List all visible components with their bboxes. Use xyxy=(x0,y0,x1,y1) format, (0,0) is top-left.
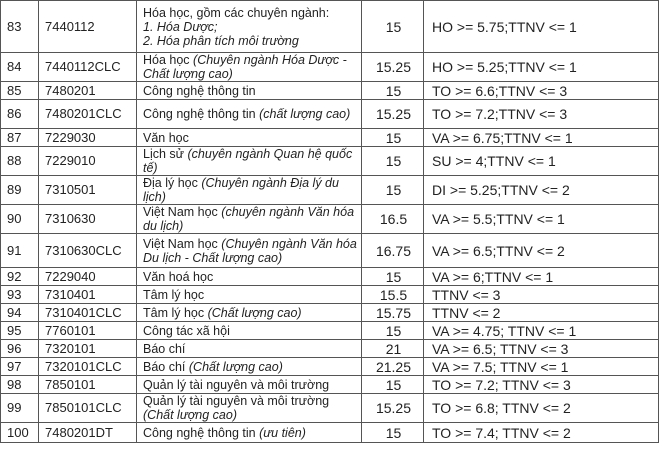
major-name-note: (Chất lượng cao) xyxy=(188,359,283,374)
table-row xyxy=(1,322,659,340)
major-name-plain: Báo chí xyxy=(143,359,189,374)
major-name-plain: Công nghệ thông tin xyxy=(143,83,256,98)
major-name-plain: Quản lý tài nguyên và môi trường xyxy=(143,394,330,408)
row-stt: 95 xyxy=(1,322,39,340)
row-code: 7320101 xyxy=(39,340,137,358)
table-row xyxy=(1,304,659,322)
row-score: 15 xyxy=(362,322,424,340)
row-major-name xyxy=(137,100,362,129)
major-name-note: (Chất lượng cao) xyxy=(207,305,302,320)
row-score: 15.25 xyxy=(362,100,424,129)
major-name-note: (Chất lượng cao) xyxy=(143,408,237,422)
row-stt: 97 xyxy=(1,358,39,376)
row-code: 7850101 xyxy=(39,376,137,394)
table-row xyxy=(1,423,659,443)
row-score: 15 xyxy=(362,176,424,205)
row-condition: VA >= 5.5;TTNV <= 1 xyxy=(424,205,659,234)
row-stt: 94 xyxy=(1,304,39,322)
major-name-plain: Việt Nam học xyxy=(143,205,222,219)
row-condition: VA >= 6.75;TTNV <= 1 xyxy=(424,129,659,147)
table-row xyxy=(1,394,659,423)
row-condition: VA >= 6;TTNV <= 1 xyxy=(424,268,659,286)
major-sub-item: 2. Hóa phân tích môi trường xyxy=(143,33,299,48)
major-name-note: (chuyên ngành Quan hệ quốc tế) xyxy=(143,147,353,175)
row-major-name xyxy=(137,322,362,340)
row-code: 7440112CLC xyxy=(39,53,137,82)
major-name-note: (Chuyên ngành Hóa Dược - Chất lượng cao) xyxy=(143,53,347,81)
row-condition: TO >= 7.2;TTNV <= 3 xyxy=(424,100,659,129)
row-stt: 83 xyxy=(1,1,39,53)
row-major-name xyxy=(137,205,362,234)
major-name-note: (Chuyên ngành Địa lý du lịch) xyxy=(143,176,339,204)
row-code: 7229030 xyxy=(39,129,137,147)
major-name-plain: Lịch sử xyxy=(143,147,188,161)
row-condition: DI >= 5.25;TTNV <= 2 xyxy=(424,176,659,205)
row-stt: 85 xyxy=(1,82,39,100)
row-stt: 90 xyxy=(1,205,39,234)
table-row xyxy=(1,100,659,129)
table-row xyxy=(1,376,659,394)
major-name-plain: Tâm lý học xyxy=(143,305,208,320)
table-row xyxy=(1,340,659,358)
row-stt: 93 xyxy=(1,286,39,304)
row-score: 15 xyxy=(362,423,424,443)
row-stt: 89 xyxy=(1,176,39,205)
row-major-name xyxy=(137,358,362,376)
table-row xyxy=(1,234,659,268)
table-row xyxy=(1,53,659,82)
row-score: 15 xyxy=(362,82,424,100)
row-major-name xyxy=(137,1,362,53)
row-condition: TTNV <= 3 xyxy=(424,286,659,304)
table-row xyxy=(1,268,659,286)
row-code: 7229010 xyxy=(39,147,137,176)
major-name-plain: Việt Nam học xyxy=(143,236,222,251)
row-condition: HO >= 5.25;TTNV <= 1 xyxy=(424,53,659,82)
row-code: 7850101CLC xyxy=(39,394,137,423)
major-name-plain: Văn học xyxy=(143,130,189,145)
row-code: 7320101CLC xyxy=(39,358,137,376)
row-stt: 98 xyxy=(1,376,39,394)
row-condition: TO >= 7.2; TTNV <= 3 xyxy=(424,376,659,394)
row-major-name xyxy=(137,147,362,176)
major-name-plain: Văn hoá học xyxy=(143,269,214,284)
row-major-name xyxy=(137,234,362,268)
row-major-name xyxy=(137,423,362,443)
table-body xyxy=(1,1,659,443)
row-major-name xyxy=(137,304,362,322)
row-stt: 99 xyxy=(1,394,39,423)
table-row xyxy=(1,286,659,304)
row-stt: 87 xyxy=(1,129,39,147)
major-name-plain: Công tác xã hội xyxy=(143,323,230,338)
row-score: 15.25 xyxy=(362,53,424,82)
row-score: 15 xyxy=(362,268,424,286)
row-stt: 92 xyxy=(1,268,39,286)
row-major-name xyxy=(137,176,362,205)
row-condition: HO >= 5.75;TTNV <= 1 xyxy=(424,1,659,53)
row-major-name xyxy=(137,286,362,304)
row-condition: VA >= 6.5;TTNV <= 2 xyxy=(424,234,659,268)
table-row xyxy=(1,82,659,100)
row-code: 7229040 xyxy=(39,268,137,286)
row-condition: TO >= 6.6;TTNV <= 3 xyxy=(424,82,659,100)
table-row xyxy=(1,205,659,234)
row-code: 7310401CLC xyxy=(39,304,137,322)
row-stt: 84 xyxy=(1,53,39,82)
major-name-plain: Công nghệ thông tin xyxy=(143,107,260,121)
row-major-name xyxy=(137,340,362,358)
row-code: 7760101 xyxy=(39,322,137,340)
row-stt: 96 xyxy=(1,340,39,358)
row-major-name xyxy=(137,53,362,82)
row-condition: TO >= 6.8; TTNV <= 2 xyxy=(424,394,659,423)
row-score: 15.25 xyxy=(362,394,424,423)
row-code: 7310501 xyxy=(39,176,137,205)
row-condition: VA >= 7.5; TTNV <= 1 xyxy=(424,358,659,376)
row-stt: 86 xyxy=(1,100,39,129)
major-name-note: (chất lượng cao) xyxy=(259,107,351,121)
major-name-plain: Báo chí xyxy=(143,341,186,356)
row-score: 15 xyxy=(362,1,424,53)
row-condition: SU >= 4;TTNV <= 1 xyxy=(424,147,659,176)
row-score: 15.75 xyxy=(362,304,424,322)
major-name-note: (ưu tiên) xyxy=(259,425,306,440)
row-stt: 91 xyxy=(1,234,39,268)
row-stt: 100 xyxy=(1,423,39,443)
table-row xyxy=(1,176,659,205)
row-major-name xyxy=(137,129,362,147)
major-name-plain: Tâm lý học xyxy=(143,287,205,302)
row-score: 15 xyxy=(362,129,424,147)
row-major-name xyxy=(137,394,362,423)
row-score: 15.5 xyxy=(362,286,424,304)
row-score: 21.25 xyxy=(362,358,424,376)
major-name-note: (Chuyên ngành Văn hóa Du lịch - Chất lượng cao) xyxy=(143,236,357,265)
row-stt: 88 xyxy=(1,147,39,176)
row-major-name xyxy=(137,376,362,394)
row-score: 15 xyxy=(362,376,424,394)
major-name-plain: Công nghệ thông tin xyxy=(143,425,260,440)
major-sub-item: 1. Hóa Dược; xyxy=(143,19,218,34)
row-condition: TO >= 7.4; TTNV <= 2 xyxy=(424,423,659,443)
table-row xyxy=(1,358,659,376)
major-name-note: (chuyên ngành Văn hóa du lịch) xyxy=(143,205,355,233)
row-code: 7440112 xyxy=(39,1,137,53)
major-name-plain: Hóa học, gồm các chuyên ngành: xyxy=(143,5,330,20)
table-row xyxy=(1,129,659,147)
table-row xyxy=(1,147,659,176)
row-code: 7480201DT xyxy=(39,423,137,443)
major-name-plain: Hóa học xyxy=(143,53,194,67)
row-code: 7310630 xyxy=(39,205,137,234)
row-code: 7480201CLC xyxy=(39,100,137,129)
table-row xyxy=(1,1,659,53)
row-score: 21 xyxy=(362,340,424,358)
row-code: 7310630CLC xyxy=(39,234,137,268)
row-score: 16.5 xyxy=(362,205,424,234)
row-code: 7310401 xyxy=(39,286,137,304)
row-condition: TTNV <= 2 xyxy=(424,304,659,322)
row-code: 7480201 xyxy=(39,82,137,100)
row-condition: VA >= 4.75; TTNV <= 1 xyxy=(424,322,659,340)
row-score: 16.75 xyxy=(362,234,424,268)
row-major-name xyxy=(137,82,362,100)
row-major-name xyxy=(137,268,362,286)
row-score: 15 xyxy=(362,147,424,176)
major-name-plain: Địa lý học xyxy=(143,176,202,190)
major-name-plain: Quản lý tài nguyên và môi trường xyxy=(143,377,330,392)
row-condition: VA >= 6.5; TTNV <= 3 xyxy=(424,340,659,358)
